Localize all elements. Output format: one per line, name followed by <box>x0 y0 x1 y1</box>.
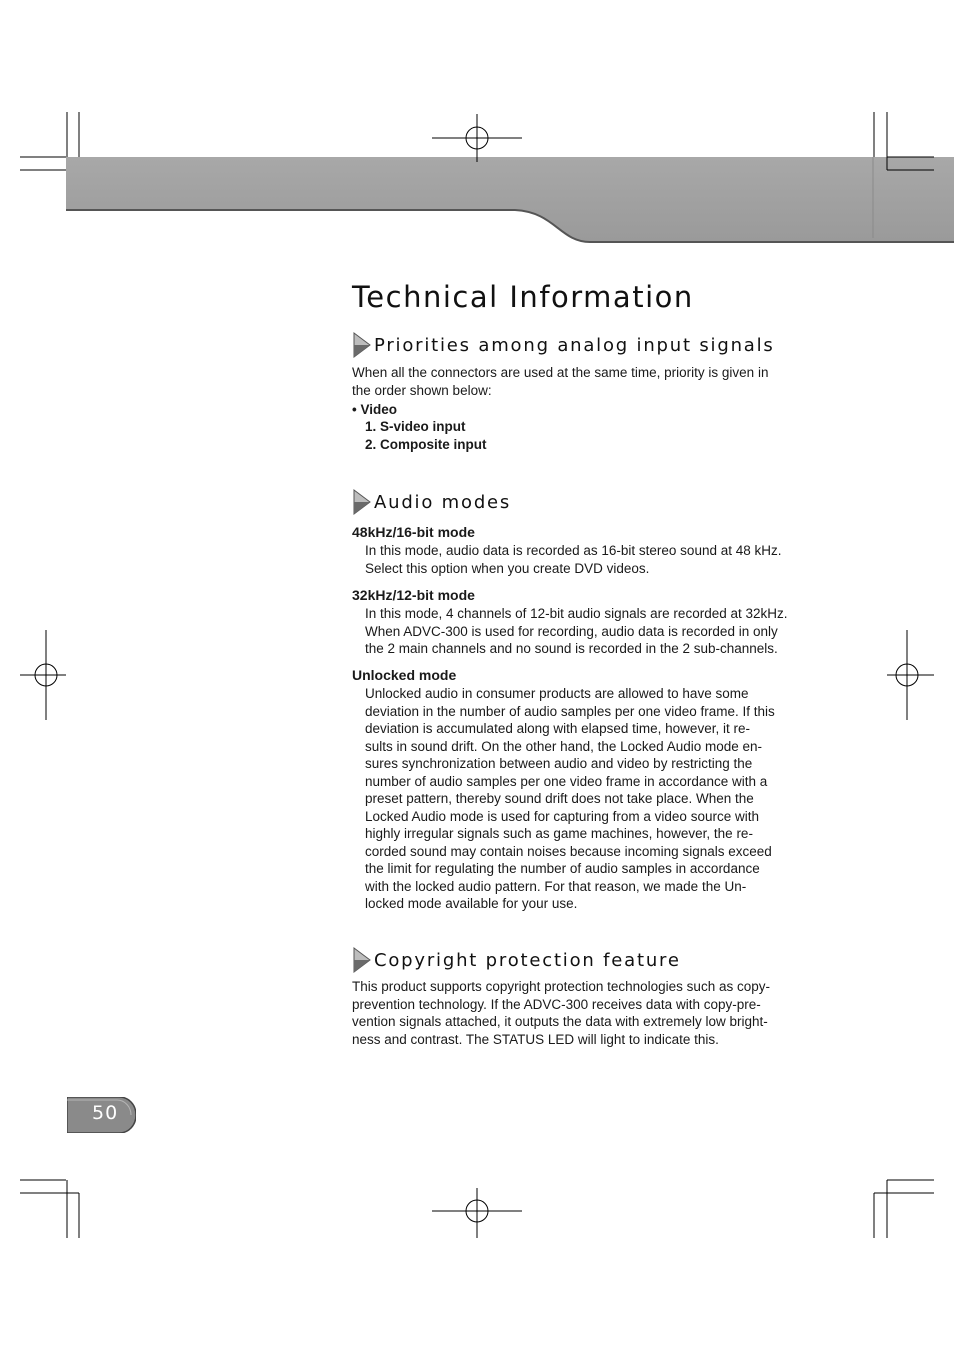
text-line: with the locked audio pattern. For that reason, we made the Un- <box>365 878 747 894</box>
text-line: sures synchronization between audio and video by restricting the <box>365 756 753 771</box>
text-line: deviation is accumulated along with elapsed time, however, it re- <box>365 721 750 736</box>
text-line: In this mode, audio data is recorded as 16-bit stereo sound at 48 kHz. <box>365 543 782 558</box>
text-line: preset pattern, thereby sound drift does not take place. When the <box>365 791 754 806</box>
triangle-bullet-icon <box>352 947 372 973</box>
text-line: ness and contrast. The STATUS LED will light to indicate this. <box>352 1031 719 1047</box>
mode-description <box>365 542 807 577</box>
text-line: deviation in the number of audio samples per one video frame. If this <box>365 703 775 719</box>
section-heading-text: Copyright protection feature <box>374 949 681 971</box>
section-heading-copyright <box>352 946 681 974</box>
text-line: number of audio samples per one video frame in accordance with a <box>365 773 768 789</box>
text-line: Unlocked audio in consumer products are allowed to have some <box>365 686 749 701</box>
copyright-text <box>352 978 807 1048</box>
page-number: 50 <box>92 1102 119 1124</box>
text-line: locked mode available for your use. <box>365 896 578 911</box>
text-line: the limit for regulating the number of audio samples in accordance <box>365 861 760 876</box>
mode-description <box>365 605 807 658</box>
section-heading-text: Audio modes <box>374 491 512 513</box>
mode-description <box>365 685 807 913</box>
section-heading-audio <box>352 488 511 516</box>
text-line: This product supports copyright protection technologies such as copy- <box>352 979 770 994</box>
section-heading-text: Priorities among analog input signals <box>374 334 775 356</box>
mode-label: 48kHz/16-bit mode <box>352 524 475 540</box>
text-line: prevention technology. If the ADVC-300 receives data with copy-pre- <box>352 996 761 1012</box>
text-line: vention signals attached, it outputs the data with extremely low bright- <box>352 1014 768 1029</box>
text-line: highly irregular signals such as game machines, however, the re- <box>365 826 753 841</box>
mode-label: Unlocked mode <box>352 667 457 683</box>
text-line: When all the connectors are used at the same time, priority is given in <box>352 365 769 380</box>
triangle-bullet-icon <box>352 489 372 515</box>
page-title: Technical Information <box>352 280 694 314</box>
text-line: the order shown below: <box>352 382 492 398</box>
list-bullet-video: • Video <box>352 402 397 417</box>
text-line: When ADVC-300 is used for recording, audio data is recorded in only <box>365 623 778 639</box>
text-line: sults in sound drift. On the other hand, the Locked Audio mode en- <box>365 738 763 754</box>
triangle-bullet-icon <box>352 332 372 358</box>
list-item: 1. S-video input <box>365 419 466 434</box>
list-item: 2. Composite input <box>365 437 487 452</box>
text-line: In this mode, 4 channels of 12-bit audio signals are recorded at 32kHz. <box>365 606 788 621</box>
text-line: Select this option when you create DVD videos. <box>365 560 650 576</box>
text-line: the 2 main channels and no sound is recorded in the 2 sub-channels. <box>365 641 778 656</box>
text-line: corded sound may contain noises because incoming signals exceed <box>365 843 772 859</box>
section-heading-priorities <box>352 331 775 359</box>
mode-label: 32kHz/12-bit mode <box>352 587 475 603</box>
priorities-intro <box>352 364 807 399</box>
text-line: Locked Audio mode is used for capturing from a video source with <box>365 808 759 824</box>
